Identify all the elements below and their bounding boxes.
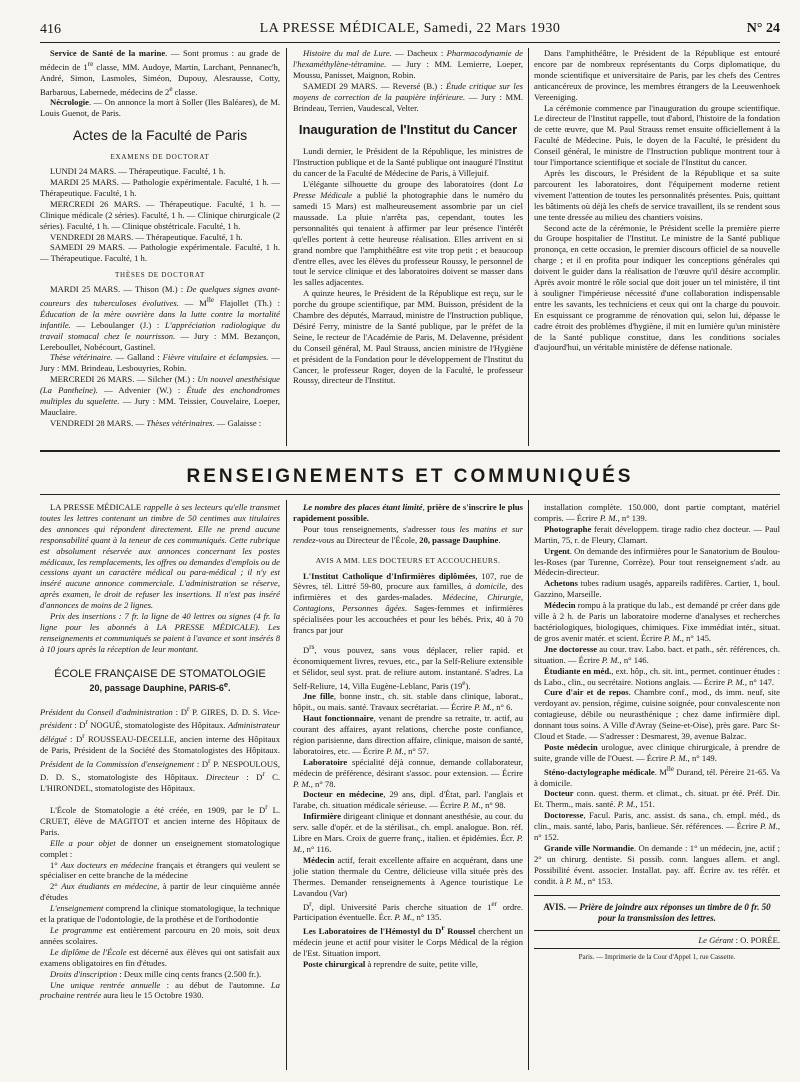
paragraph: Médecin actif, ferait excellente affaire en acquérant, dans une jolie station thermale du Centre, délicieuse villa située près des Thermes. Demander renseignements à Agence touristique Le Lavandou (Var) [293,854,523,898]
paragraph: $D^r$, dipl. Université Paris cherche situation de 1er ordre. Participation éventuelle. Écr. P. M., n° 135. [293,899,523,923]
paragraph: A quinze heures, le Président de la République est reçu, sur le porche du groupe scientifique, par MM. Buisson, président de la Chambre des députés, Marraud, ministre de l'Instruction publique, Désiré Ferry, ministre de la Santé publique, par le préfet de la Seine, le recteur de l'Académie de Paris, M. Delavenne, président du Conseil général, M. Paul Strauss, ancien ministre de l'Hygiène et président de la Fondation pour le développement de l'Institut du Cancer, le professeur Roger, doyen de la Faculté, le professeur Roussy, directeur de l'Institut. [293,288,523,386]
institut-article [293,146,523,386]
page-number: 416 [40,22,61,37]
paragraph: SAMEDI 29 MARS. — Pathologie expérimentale. Faculté, 1 h. — Thérapeutique. Faculté, 1 h. [40,242,280,264]
paragraph: MARDI 25 MARS. — Pathologie expérimentale. Faculté, 1 h. — Thérapeutique. Faculté, 1 h. [40,176,280,198]
contact-info: Pour tous renseignements, s'adresser tous les matins et sur rendez-vous au Directeur de l'École, 20, passage Dauphine. [293,523,523,545]
paragraph: Urgent. On demande des infirmières pour le Sanatorium de Boulou-les-Roses (par Turenne, Corrèze). Pour tout renseignement s'adr. au Médecin-directeur. [534,545,780,578]
column-6 [534,502,780,963]
paragraph: VENDREDI 28 MARS. — Thérapeutique. Faculté, 1 h. [50,231,243,242]
paragraph: Infirmière dirigeant clinique et donnant anesthésie, au cour. du serv. salle d'opér. et de la stérilisat., ch. empl. analogue. Bon. réf. Libre en Mars. Croix de guerre franç., italien. et épidémies. Écr. P. M., n° 116. [293,811,523,854]
paragraph: Étudiante en méd., ext. hôp., ch. sit. int., permet. continuer études : ds Labo., clin., ou secrétaire. Notions anglais. — Écrire P. M., n° 147. [534,665,780,687]
section-title-institut: Inauguration de l'Institut du Cancer [298,122,518,138]
column-2 [293,48,523,386]
paragraph: $D^{rs}$, vous pouvez, sans vous déplacer, relier rapid. et économiquement livres, revues, etc., par la Self-Reliure extensible et Sélidor, seul syst. prat. de reliure autom. instantané. S'adres. La Self-Reliure, 14, Villa Eugène-Leblanc, Paris (19e). [293,642,523,691]
notice-intro: LA PRESSE MÉDICALE rappelle à ses lecteurs qu'elle transmet toutes les lettres contenant un timbre de 50 centimes aux titulaires des annonces qui répondent directement. Elle ne prend aucune responsabilité quant à la teneur de ces communiqués. Cette rubrique est absolument réservée aux annonces concernant les postes médicaux, les remplacements, les offres ou demandes d'emplois ou de cessions ayant un caractère médical ou para-médical ; il n'y est inséré aucune annonce commerciale. L'administration se réserve, après examen, le droit de refuser les insertions. Il n'est pas inséré d'annonces de moins de 2 lignes. [40,502,280,611]
paragraph: Lundi dernier, le Président de la République, les ministres de l'Instruction publique et de la Santé publique ont inauguré l'Institut du cancer de la Faculté de Médecine de Paris, à Villejuif. [293,146,523,179]
thesis-list [40,284,280,429]
column-divider [286,500,287,1070]
paragraph: Le diplôme de l'École est décerné aux élèves qui ont satisfait aux examens obligatoires en fin d'études. [40,946,281,968]
paragraph: Elle a pour objet de donner un enseignement stomatologique complet : [40,837,280,859]
paragraph: Haut fonctionnaire, venant de prendre sa retraite, tr. actif, au courant des affaires, ayant relations, cherche poste confiance, région parisienne, dans direction affaire, clinique, maison de santé, laboratoires, etc. — Écrire P. M., n° 57. [293,713,523,756]
school-info [40,802,280,1001]
paragraph: MARDI 25 MARS. — Thison (M.) : De quelques signes avant-coureurs des tuberculoses évolutives. — $M^{lle}$ Flajollet (Th.) : Éducation de la mère ouvrière dans la lutte contre la mortalité infantile. — Leboulanger (J.) : L'appréciation radiologique du travail stomacal chez le nourrisson. — Jury : MM. Bezançon, Lereboullet, Nobécourt, Gastinel. [40,284,281,352]
paragraph: Second acte de la cérémonie, le Président scelle la première pierre du Groupe hospitalier de l'Institut. Le ministre de la Santé publique prononça, en cette occasion, le premier discours officiel de sa nouvelle charge ; et il en profita pour indiquer les conceptions générales qui doivent le guider dans la réalisation de l'œuvre qu'il désire accomplir. Après avoir montré le rôle social que doit jouer un tel ministère, il tint à souligner l'impérieuse nécessité d'une collaboration indispensable entre les savants, les techniciens et ceux qui ont la charge du pouvoir. En esquissant ce programme de rénovation qui, selon lui, dépasse le cadre étroit des problèmes d'hygiène, il mit en lumière qu'un ministère de la Santé publique constitue, dans les conditions sociales d'aujourd'hui, un véritable ministère de défense nationale. [534,222,780,353]
paragraph: Une unique rentrée annuelle : au début de l'automne. La prochaine rentrée aura lieu le 15 Octobre 1930. [40,979,280,1001]
paragraph: Le programme est entièrement parcouru en 20 mois, soit deux années scolaires. [40,924,280,946]
paragraph: Achetons tubes radium usagés, appareils radifères. Cartier, 1, boul. Gazzino, Marseille. [534,578,780,600]
issue-number: N° 24 [746,21,780,36]
page-header [40,18,780,40]
paragraph: Jne doctoresse au cour. trav. Labo. bact. et path., sér. références, ch. situation. — Écrire P. M., n° 146. [534,643,780,665]
paragraph: La cérémonie commence par l'inauguration du groupe scientifique. Le directeur de l'Institut rappelle, tout d'abord, l'histoire de la fondation de cette œuvre, que M. Paul Strauss remet ensuite officiellement à la Faculté de Médecine. Puis, le doyen de la Faculté, le président du Conseil général, le ministre de l'Instruction publique montrent tour à tour l'importance scientifique et sociale de l'Institut du cancer. [534,102,780,168]
paragraph: L'École de Stomatologie a été créée, en 1909, par le $D^r$ L. CRUET, élève de MAGITOT et ancien interne des Hôpitaux de Paris. [40,803,281,837]
paragraph: Jne fille, bonne instr., ch. sit. stable dans clinique, laborat., hôpit., ou mais. santé. Travaux secrétariat. — Écrire P. M., n° 6. [293,691,523,713]
paragraph: L'élégante silhouette du groupe des laboratoires (dont La Presse Médicale a publié la photographie dans le numéro du samedi 15 Mars) est malheureusement assombrie par un ciel maussade. La pluie n'arrêta pas, cependant, toutes les personnalités qui tenaient à affirmer par leur présence l'intérêt qu'elles portent à cette heureuse réalisation. Elles arrivent en si grand nombre que l'amphithéâtre est vite trop petit ; et beaucoup d'entre elles, avec les élèves du professeur Roussy, le personnel de tout le service clinique et des laboratoires doivent se masser dans les salles adjacentes. [293,179,524,288]
institut-article-cont [534,48,780,353]
paragraph: 2° Aux étudiants en médecine, à partir de leur cinquième année d'études [40,881,281,903]
paragraph: Droits d'inscription : Deux mille cinq cents francs (2.500 fr.). [50,968,262,979]
paragraph: Poste chirurgical à reprendre de suite, petite ville, [303,958,478,969]
paragraph: LUNDI 24 MARS. — Thérapeutique. Faculté, 1 h. [50,166,226,177]
paragraph: Nécrologie. — On annonce la mort à Soller (Iles Baléares), de M. Louis Guenot, de Paris. [40,97,280,119]
column-3 [534,48,780,353]
section-rule [40,450,780,452]
exam-subheading: EXAMENS DE DOCTORAT [110,153,210,162]
paragraph: Cure d'air et de repos. Chambre conf., mod., ds imm. neuf, site verdoyant av. pension, régime, cuisine soignée, pour convalescente non contagieuse, débile ou neurasthénique ; chez dame infirmière dipl. donnant tous soins. A Ville d'Avray (Seine-et-Oise), près gare. Parc St-Cloud et Stade. — S'adresser : Desmarest, 39, avenue Balzac. [534,687,780,742]
paragraph: Thèse vétérinaire. — Galland : Fièvre vitulaire et éclampsies. — Jury : MM. Brindeau, Lesbouyries, Robin. [40,352,281,374]
thesis-subheading: THÈSES DE DOCTORAT [114,271,206,280]
col2-top [293,48,523,113]
paragraph: VENDREDI 28 MARS. — Thèses vétérinaires. — Galaisse : [50,417,262,428]
column-4 [40,502,280,1001]
column-1 [40,48,280,429]
paragraph: Docteur conn. quest. therm. et climat., ch. situat. pr été. Préf. Dir. Et. Therm., mais. santé. P. M., 151. [534,788,780,810]
paragraph: Docteur en médecine, 29 ans, dipl. d'État, parl. l'anglais et l'arabe, ch. situation médicale sérieuse. — Écrire P. M., n° 98. [293,789,523,811]
classified-ads [293,642,523,970]
institut-catholique-ad: L'Institut Catholique d'Infirmières diplômées, 107, rue de Sèvres, tél. Littré 59-80, procure aux familles, à domicile, des infirmières et des gardes-malades. Médecine, Chirurgie, Contagions, Personnes âgées. Sages-femmes et infirmières spécialisées pour les accouchées et pour les bébés. Prix, 40 à 70 francs par jour [293,570,524,636]
ad-rule [534,895,780,896]
paragraph: Après les discours, le Président de la République et sa suite parcourent les laboratoires, dont l'équipement moderne retient vivement l'attention de toutes les personnalités présentes. Puis, quittant les bâtiments où déjà les chefs de service travaillent, ils se rendent sous une tente dressée au milieu des chantiers voisins. [534,167,780,222]
column-divider [528,500,529,1070]
exam-list [40,166,280,264]
column-divider [286,48,287,446]
paragraph: Les Laboratoires de l'Hémostyl du $D^r$ Roussel cherchent un médecin jeune et actif pour visiter le Corps Médical de la région de l'Est. Situation import. [293,924,523,958]
header-rule [40,42,780,43]
paragraph: MERCREDI 26 MARS. — Thérapeutique. Faculté, 1 h. — Clinique médicale (2 séries). Faculté, 1 h. — Clinique chirurgicale (2 séries). Faculté, 1 h. — Clinique obstétricale. Faculté, 1 h. [40,198,280,231]
paragraph: SAMEDI 29 MARS. — Reversé (B.) : Étude critique sur les moyens de correction de la paupière inférieure. — Jury : MM. Brindeau, Terrien, Vaudescal, Velter. [293,80,523,113]
paragraph: installation complète. 150.000, dont partie comptant, matériel compris. — Écrire P. M., n° 139. [534,502,780,523]
printer-line: Paris. — Imprimerie de la Cour d'Appel 1, rue Cassette. [578,953,736,962]
ad-rule [534,930,780,931]
school-staff: Président du Conseil d'administration : $D^r$ P. GIRES, D. D. S. Vice-président : $D^r$ NOGUÉ, stomatologiste des Hôpitaux. Administrateur délégué : $D^r$ ROUSSEAU-DECELLE, ancien interne des Hôpitaux de Paris, Président de la Société des Stomatologistes des Hôpitaux. Président de la Commission d'enseignement : $D^r$ P. NESPOULOUS, D. D. S., stomatologiste des Hôpitaux. Directeur : $D^r$ C. L'HIRONDEL, stomatologiste des Hôpitaux. [40,704,281,794]
paragraph: Sténo-dactylographe médicale. $M^{lle}$ Durand, tél. Péreire 21-65. Va à domicile. [534,764,780,788]
school-address: 20, passage Dauphine, PARIS-6e. [89,679,231,693]
paragraph: Histoire du mal de Lure. — Dacheux : Pharmacodynamie de l'hexaméthylène-tétramine. — Jury : MM. Lemierre, Loeper, Moussu, Panisset, Maignon, Robin. [293,48,523,80]
notice-prices: Prix des insertions : 7 fr. la ligne de 40 lettres ou signes (4 fr. la ligne pour les abonnés à LA PRESSE MÉDICALE). Les renseignements et communiqués se paient à l'avance et sont insérés 8 à 10 jours après la réception de leur montant. [40,611,280,654]
paragraph: Service de Santé de la marine. — Sont promus : au grade de médecin de 1re classe, MM. Audoye, Martin, Larchant, Pennanec'h, André, Simon, Lasmoles, Siméon, Dupouy, Alesrausse, Cotty, Barbarous, Labernede, médecins de 2e classe. [40,48,280,97]
places-limited: Le nombre des places étant limité, prière de s'inscrire le plus rapidement possible. [293,502,523,523]
paragraph: Dans l'amphithéâtre, le Président de la République est entouré encore par de nombreux représentants du Corps diplomatique, du monde scientifique et universitaire de Paris, par les chefs des Centres anticancéreux de province, les membres étrangers de la Leeuwenhoek Vereeniging. [534,48,780,102]
journal-title: LA PRESSE MÉDICALE, Samedi, 22 Mars 1930 [259,21,561,36]
paragraph: 1° Aux docteurs en médecine français et étrangers qui veulent se spécialiser en cette branche de la médecine [40,859,280,881]
avis-note: AVIS. — Prière de joindre aux réponses un timbre de 0 fr. 50 pour la transmission des lettres. [543,901,771,923]
classified-ads-cont [534,502,780,887]
column-divider [528,48,529,446]
paragraph: MERCREDI 26 MARS. — Silcher (M.) : Un nouvel anesthésique (La Pantheïne). — Advenier (W.) : Étude des enchondromes multiples du squelette. — Jury : MM. Teissier, Couvelaire, Loeper, Mauclaire. [40,374,280,417]
paragraph: Doctoresse, Facul. Paris, anc. assist. ds sana., ch. empl. méd., ds clin., mais. santé, labo, Paris, banlieue. Sér. références. — Écrire P. M., n° 152. [534,810,780,843]
renseignements-title: RENSEIGNEMENTS ET COMMUNIQUÉS [186,466,634,487]
col1-top [40,48,280,119]
paragraph: Photographe ferait développem. tirage radio chez docteur. — Paul Martin, 75, r. de Fleury, Clamart. [534,523,780,545]
avis-heading: AVIS A MM. LES DOCTEURS ET ACCOUCHEURS. [315,555,501,565]
paragraph: L'enseignement comprend la clinique stomatologique, la technique et la pratique de l'odontologie, de la prothèse et de l'orthodontie [40,903,280,925]
section-title-actes: Actes de la Faculté de Paris [72,127,248,144]
paragraph: Grande ville Normandie. On demande : 1° un médecin, jne, actif ; 2° un chirurg. dentiste. Si possib. conn. langues allem. et angl. Possibilité évent. associer. Installat. pay. aff. Écrire av. tes référ. et condit. à P. M., n° 153. [534,842,780,886]
column-5 [293,502,523,970]
paragraph: Poste médecin urologue, avec clinique chirurgicale, à prendre de suite, grande ville de l'Ouest. — Écrire P. M., n° 149. [534,741,780,763]
paragraph: Laboratoire spécialité déjà connue, demande collaborateur, médecin de préférence, désirant s'assoc. pour extension. — Écrire P. M., n° 78. [293,756,523,789]
footer-rule [534,948,780,949]
school-title: ÉCOLE FRANÇAISE DE STOMATOLOGIE [54,667,266,680]
gerant: Le Gérant : O. PORÉE. [698,934,780,945]
paragraph: Médecin rompu à la pratique du lab., est demandé pr créer dans gde ville à 2 h. de Paris un laboratoire moderne d'analyses et recherches bactériologiques, biologiques, chimiques. Fixe immédiat intér., situat. de gros avenir matér. et scient. Écrire P. M., n° 145. [534,600,780,643]
section-rule [40,494,780,495]
